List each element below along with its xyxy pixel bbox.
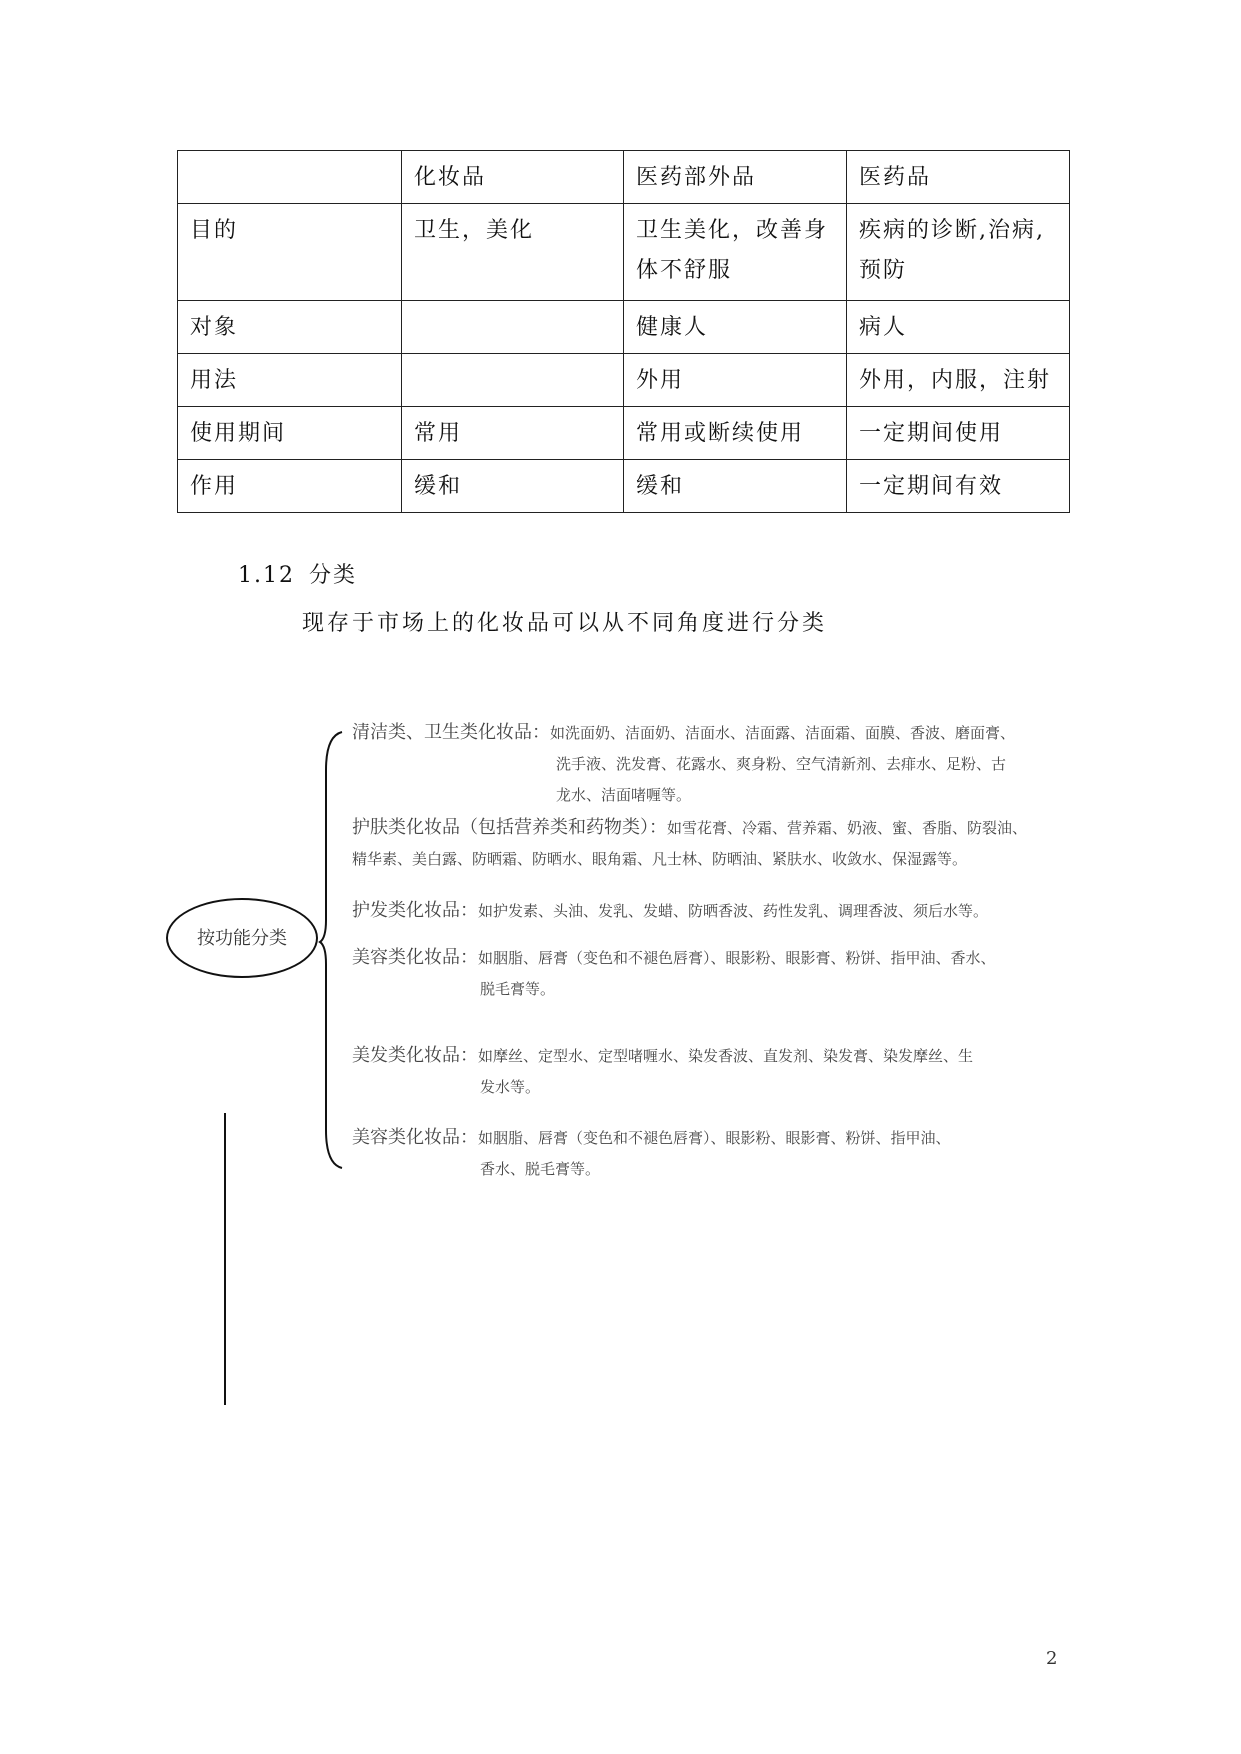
category-makeup-2 [352, 1122, 1072, 1185]
table-cell: 用法 [178, 354, 402, 407]
category-label: 护肤类化妆品（包括营养类和药物类）： [352, 817, 667, 838]
table-cell [402, 354, 624, 407]
category-haircare [352, 895, 1072, 927]
root-node-label: 按功能分类 [197, 928, 287, 949]
category-text: 如护发素、头油、发乳、发蜡、防晒香波、药性发乳、调理香波、须后水等。 [478, 902, 989, 920]
table-cell: 健康人 [624, 301, 847, 354]
category-text: 龙水、洁面啫喱等。 [556, 786, 692, 804]
table-row [178, 460, 1070, 513]
table-cell: 卫生美化，改善身体不舒服 [624, 204, 847, 301]
table-header-cell: 医药部外品 [624, 151, 847, 204]
category-label: 美发类化妆品： [352, 1045, 478, 1066]
curly-brace [318, 730, 348, 1170]
table-row [178, 301, 1070, 354]
category-text: 如洗面奶、洁面奶、洁面水、洁面露、洁面霜、面膜、香波、磨面膏、 [550, 724, 1016, 742]
table-cell: 疾病的诊断,治病,预防 [847, 204, 1070, 301]
category-label: 美容类化妆品： [352, 1127, 478, 1148]
table-cell: 病人 [847, 301, 1070, 354]
category-label: 美容类化妆品： [352, 947, 478, 968]
category-makeup [352, 942, 1072, 1005]
table-cell: 使用期间 [178, 407, 402, 460]
table-header-cell [178, 151, 402, 204]
table-cell: 一定期间使用 [847, 407, 1070, 460]
table-cell: 目的 [178, 204, 402, 301]
section-heading [238, 558, 357, 589]
root-node [166, 898, 318, 978]
section-intro: 现存于市场上的化妆品可以从不同角度进行分类 [302, 611, 828, 636]
table-cell: 外用 [624, 354, 847, 407]
table-cell: 卫生，美化 [402, 204, 624, 301]
category-label: 护发类化妆品： [352, 900, 478, 921]
table-row [178, 354, 1070, 407]
category-text: 脱毛膏等。 [480, 980, 556, 998]
vertical-line [224, 1113, 226, 1405]
category-text: 香水、脱毛膏等。 [480, 1160, 601, 1178]
comparison-table [177, 150, 1070, 513]
category-text: 如雪花膏、冷霜、营养霜、奶液、蜜、香脂、防裂油、 [667, 819, 1028, 837]
table-cell: 缓和 [624, 460, 847, 513]
page-number: 2 [1046, 1648, 1058, 1669]
table-cell: 作用 [178, 460, 402, 513]
table-cell: 常用 [402, 407, 624, 460]
section-title: 分类 [308, 563, 357, 588]
table-cell: 常用或断续使用 [624, 407, 847, 460]
table-cell: 一定期间有效 [847, 460, 1070, 513]
category-text: 如胭脂、唇膏（变色和不褪色唇膏）、眼影粉、眼影膏、粉饼、指甲油、 [478, 1129, 951, 1147]
category-text: 洗手液、洗发膏、花露水、爽身粉、空气清新剂、去痱水、足粉、古 [556, 755, 1007, 773]
category-text: 精华素、美白露、防晒霜、防晒水、眼角霜、凡士林、防晒油、紧肤水、收敛水、保湿露等。 [352, 850, 968, 868]
category-text: 如摩丝、定型水、定型啫喱水、染发香波、直发剂、染发膏、染发摩丝、生 [478, 1047, 974, 1065]
table-row [178, 204, 1070, 301]
table-cell: 外用，内服，注射 [847, 354, 1070, 407]
section-number: 1.12 [238, 563, 295, 588]
table-cell: 缓和 [402, 460, 624, 513]
table-header-cell: 化妆品 [402, 151, 624, 204]
category-skincare [352, 812, 1112, 875]
table-cell [402, 301, 624, 354]
table-header-cell: 医药品 [847, 151, 1070, 204]
category-label: 清洁类、卫生类化妆品： [352, 722, 550, 743]
category-hairstyling [352, 1040, 1072, 1103]
category-text: 如胭脂、唇膏（变色和不褪色唇膏）、眼影粉、眼影膏、粉饼、指甲油、香水、 [478, 949, 996, 967]
category-cleansing [352, 717, 1072, 811]
table-header-row [178, 151, 1070, 204]
table-cell: 对象 [178, 301, 402, 354]
table-row [178, 407, 1070, 460]
category-text: 发水等。 [480, 1078, 541, 1096]
